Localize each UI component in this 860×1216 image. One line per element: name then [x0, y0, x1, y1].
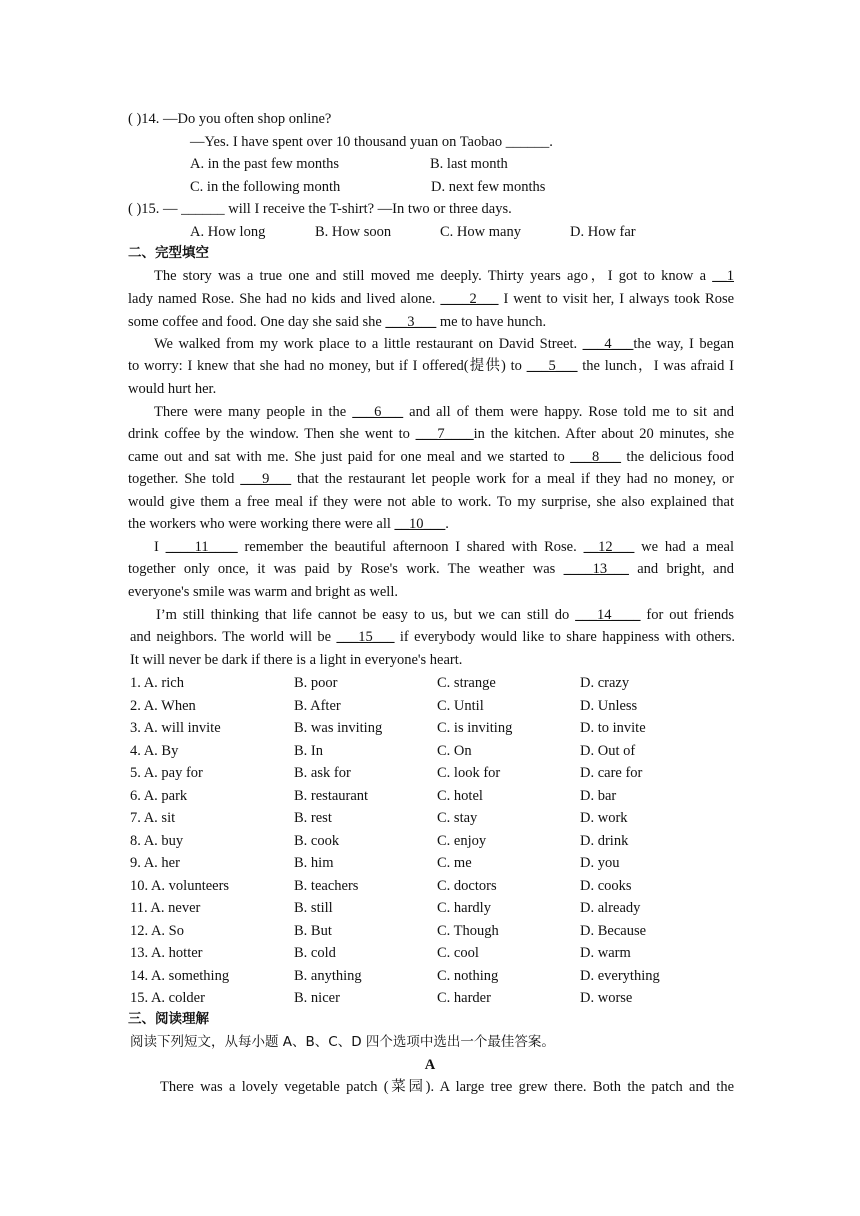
- option-cell: 15. A. colder: [130, 990, 205, 1006]
- option-cell: B. still: [294, 900, 333, 916]
- option-cell: C. Until: [437, 697, 484, 714]
- question-15-option-a: A. How long: [190, 224, 266, 240]
- option-cell: C. stay: [437, 810, 478, 826]
- cloze-line: some coffee and food. One day she said she ___3___ me to have hunch.: [128, 314, 547, 330]
- question-14-option-b: B. last month: [430, 156, 508, 172]
- cloze-line: together only once, it was paid by Rose's work. The weather was ____13___ and bright, and: [128, 561, 734, 577]
- passage-a-label: A: [424, 1057, 436, 1073]
- option-cell: D. you: [580, 855, 620, 871]
- option-cell: D. cooks: [580, 877, 632, 894]
- option-cell: B. restaurant: [294, 787, 369, 804]
- option-cell: D. Out of: [580, 742, 636, 759]
- option-cell: C. is inviting: [437, 720, 513, 736]
- cloze-line: We walked from my work place to a little restaurant on David Street. ___4___the way, I began: [154, 336, 734, 352]
- cloze-line: to worry: I knew that she had no money, but if I offered(提供) to ___5___ the lunch，I was afraid I: [128, 358, 734, 374]
- cloze-line: There were many people in the ___6___ and all of them were happy. Rose told me to sit and: [154, 404, 735, 420]
- option-cell: D. warm: [580, 945, 631, 961]
- option-cell: D. to invite: [580, 720, 646, 736]
- cloze-line: I’m still thinking that life cannot be easy to us, but we can still do ___14____ for out friends: [156, 607, 735, 623]
- cloze-blank-11: ____11____: [165, 539, 238, 555]
- question-14-option-a: A. in the past few months: [190, 156, 340, 172]
- option-cell: C. me: [437, 855, 472, 871]
- question-14-option-d: D. next few months: [431, 179, 546, 195]
- option-cell: 6. A. park: [130, 787, 188, 804]
- cloze-blank-2: ____2___: [440, 291, 499, 307]
- option-cell: B. After: [294, 697, 341, 714]
- option-cell: D. bar: [580, 787, 617, 804]
- cloze-blank-13: ____13___: [563, 561, 629, 577]
- cloze-blank-10: __10___: [394, 516, 446, 532]
- option-cell: C. hotel: [437, 787, 483, 804]
- cloze-line: everyone's smile was warm and bright as well.: [128, 584, 398, 600]
- question-15-option-c: C. How many: [440, 224, 521, 240]
- option-cell: C. enjoy: [437, 832, 487, 849]
- cloze-blank-3: ___3___: [385, 314, 437, 330]
- option-cell: D. worse: [580, 990, 633, 1006]
- option-cell: B. rest: [294, 810, 332, 826]
- option-cell: D. everything: [580, 967, 660, 984]
- option-cell: D. drink: [580, 832, 629, 849]
- section-3-heading: 三、阅读理解: [128, 1011, 209, 1027]
- question-14-reply: —Yes. I have spent over 10 thousand yuan on Taobao ______.: [190, 134, 553, 150]
- cloze-blank-15: ___15___: [336, 629, 395, 645]
- option-cell: 8. A. buy: [130, 832, 184, 849]
- option-cell: D. work: [580, 810, 628, 826]
- option-cell: C. strange: [437, 675, 496, 691]
- option-cell: 1. A. rich: [130, 675, 184, 691]
- option-cell: 12. A. So: [130, 922, 184, 939]
- option-cell: B. teachers: [294, 877, 359, 894]
- question-14-stem: ( )14. —Do you often shop online?: [128, 111, 332, 127]
- cloze-line: together. She told ___9___ that the restaurant let people work for a meal if they had no money, or: [128, 471, 734, 487]
- option-cell: B. poor: [294, 675, 338, 691]
- option-cell: 5. A. pay for: [130, 765, 203, 781]
- option-cell: B. But: [294, 922, 332, 939]
- option-cell: C. doctors: [437, 877, 497, 894]
- cloze-blank-9: ___9___: [240, 471, 292, 487]
- cloze-line: and neighbors. The world will be ___15___ if everybody would like to share happiness with others.: [130, 629, 736, 645]
- option-cell: B. was inviting: [294, 720, 383, 736]
- question-15-option-b: B. How soon: [315, 224, 392, 240]
- option-cell: 14. A. something: [130, 967, 230, 984]
- cloze-line: lady named Rose. She had no kids and lived alone. ____2___ I went to visit her, I always took Rose: [128, 291, 735, 307]
- option-cell: C. harder: [437, 990, 491, 1006]
- cloze-line: The story was a true one and still moved me deeply. Thirty years ago，I got to know a __1: [154, 268, 735, 284]
- cloze-blank-1: __1: [712, 268, 735, 284]
- option-cell: D. care for: [580, 765, 643, 781]
- option-cell: C. On: [437, 742, 472, 759]
- option-cell: C. nothing: [437, 967, 499, 984]
- option-cell: B. anything: [294, 967, 362, 984]
- option-cell: D. already: [580, 900, 641, 916]
- option-cell: C. look for: [437, 765, 501, 781]
- option-cell: 7. A. sit: [130, 810, 176, 826]
- option-cell: B. nicer: [294, 990, 340, 1006]
- passage-a-first-line: There was a lovely vegetable patch (菜园). A large tree grew there. Both the patch and the: [160, 1079, 734, 1095]
- option-cell: 13. A. hotter: [130, 945, 203, 961]
- cloze-line: came out and sat with me. She just paid for one meal and we started to ___8___ the delicious food: [128, 449, 734, 465]
- option-cell: B. cook: [294, 832, 340, 849]
- cloze-line: drink coffee by the window. Then she went to ___7____in the kitchen. After about 20 minutes, she: [128, 426, 735, 442]
- cloze-blank-12: __12___: [583, 539, 635, 555]
- option-cell: 10. A. volunteers: [130, 877, 230, 894]
- option-cell: C. hardly: [437, 900, 491, 916]
- cloze-line: would give them a free meal if they were not able to work. To my surprise, she also explained that: [128, 494, 734, 510]
- cloze-blank-8: ___8___: [570, 449, 621, 465]
- option-cell: D. Unless: [580, 697, 638, 714]
- option-cell: 9. A. her: [130, 855, 180, 871]
- cloze-blank-14: ___14____: [575, 607, 641, 623]
- question-15-option-d: D. How far: [570, 224, 636, 240]
- option-cell: 11. A. never: [130, 900, 201, 916]
- cloze-line: would hurt her.: [128, 381, 217, 397]
- option-cell: 4. A. By: [130, 742, 179, 759]
- cloze-blank-5: ___5___: [526, 358, 578, 374]
- section-2-heading: 二、完型填空: [128, 245, 209, 261]
- cloze-blank-6: ___6___: [352, 404, 404, 420]
- option-cell: C. Though: [437, 922, 499, 939]
- option-cell: 3. A. will invite: [130, 720, 221, 736]
- option-cell: C. cool: [437, 945, 479, 961]
- cloze-blank-7: ___7____: [415, 426, 474, 442]
- option-cell: 2. A. When: [130, 697, 196, 714]
- cloze-blank-4: ___4___: [582, 336, 634, 352]
- cloze-line: It will never be dark if there is a light in everyone's heart.: [130, 652, 463, 668]
- option-cell: B. ask for: [294, 765, 351, 781]
- option-cell: B. In: [294, 742, 323, 759]
- cloze-line: I ____11____ remember the beautiful afternoon I shared with Rose. __12___ we had a meal: [154, 539, 735, 555]
- option-cell: B. him: [294, 855, 334, 871]
- question-15-stem: ( )15. — ______ will I receive the T-shirt? —In two or three days.: [128, 201, 512, 217]
- question-14-option-c: C. in the following month: [190, 179, 341, 195]
- option-cell: D. Because: [580, 922, 647, 939]
- cloze-line: the workers who were working there were all __10___.: [128, 516, 449, 532]
- section-3-instruction: 阅读下列短文，从每小题 A、B、C、D 四个选项中选出一个最佳答案。: [130, 1034, 555, 1050]
- option-cell: D. crazy: [580, 675, 630, 691]
- option-cell: B. cold: [294, 945, 336, 961]
